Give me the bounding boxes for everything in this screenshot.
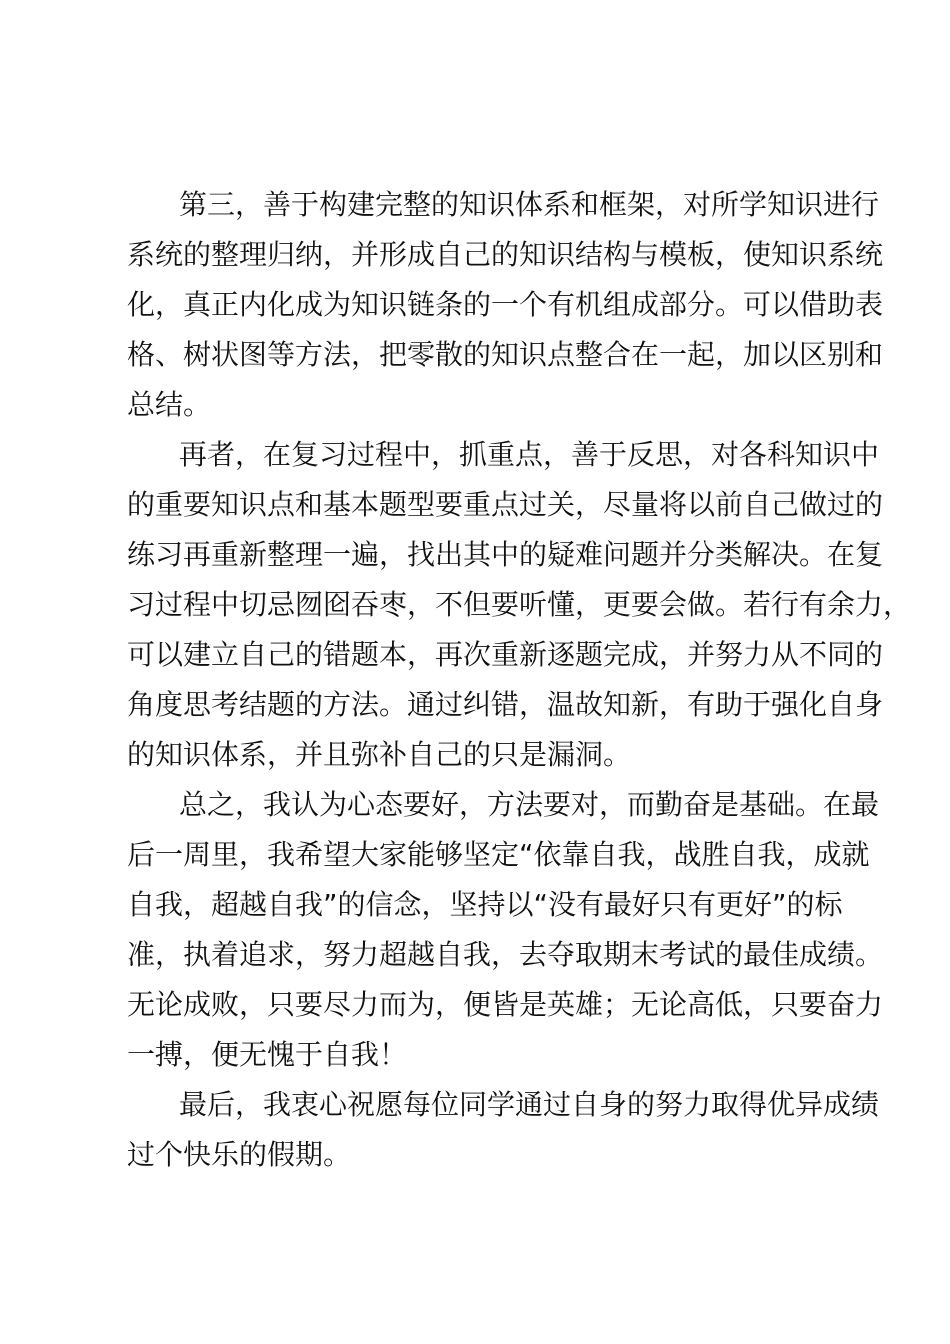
document-body (127, 180, 912, 1180)
paragraph-line: 自我，超越自我”的信念，坚持以“没有最好只有更好”的标 (127, 888, 843, 921)
paragraph-line: 练习再重新整理一遍，找出其中的疑难问题并分类解决。在复 (127, 538, 884, 571)
paragraph-line: 一搏，便无愧于自我！ (127, 1038, 408, 1071)
paragraph-line: 系统的整理归纳，并形成自己的知识结构与模板，使知识系统 (127, 238, 884, 271)
paragraph-line: 习过程中切忌囫囵吞枣，不但要听懂，更要会做。若行有余力， (127, 588, 912, 621)
paragraph-line: 角度思考结题的方法。通过纠错，温故知新，有助于强化自身 (127, 688, 884, 721)
paragraph-line: 再者，在复习过程中，抓重点，善于反思，对各科知识中 (179, 438, 880, 471)
paragraph-line: 化，真正内化成为知识链条的一个有机组成部分。可以借助表 (127, 288, 884, 321)
paragraph-line: 最后，我衷心祝愿每位同学通过自身的努力取得优异成绩 (179, 1088, 880, 1121)
paragraph-line: 的重要知识点和基本题型要重点过关，尽量将以前自己做过的 (127, 488, 884, 521)
paragraph-line: 准，执着追求，努力超越自我，去夺取期末考试的最佳成绩。 (127, 938, 884, 971)
paragraph-2 (127, 430, 912, 780)
paragraph-line: 总之，我认为心态要好，方法要对，而勤奋是基础。在最 (179, 788, 880, 821)
paragraph-4 (127, 1080, 880, 1180)
paragraph-line: 无论成败，只要尽力而为，便皆是英雄；无论高低，只要奋力 (127, 988, 884, 1021)
paragraph-line: 过个快乐的假期。 (127, 1138, 352, 1171)
paragraph-line: 后一周里，我希望大家能够坚定“依靠自我，战胜自我，成就 (127, 838, 870, 871)
paragraph-1 (127, 180, 884, 430)
paragraph-3 (127, 780, 884, 1080)
paragraph-line: 可以建立自己的错题本，再次重新逐题完成，并努力从不同的 (127, 638, 884, 671)
paragraph-line: 的知识体系，并且弥补自己的只是漏洞。 (127, 738, 632, 771)
paragraph-line: 第三，善于构建完整的知识体系和框架，对所学知识进行 (179, 188, 880, 221)
paragraph-line: 总结。 (127, 388, 212, 421)
paragraph-line: 格、树状图等方法，把零散的知识点整合在一起，加以区别和 (127, 338, 884, 371)
